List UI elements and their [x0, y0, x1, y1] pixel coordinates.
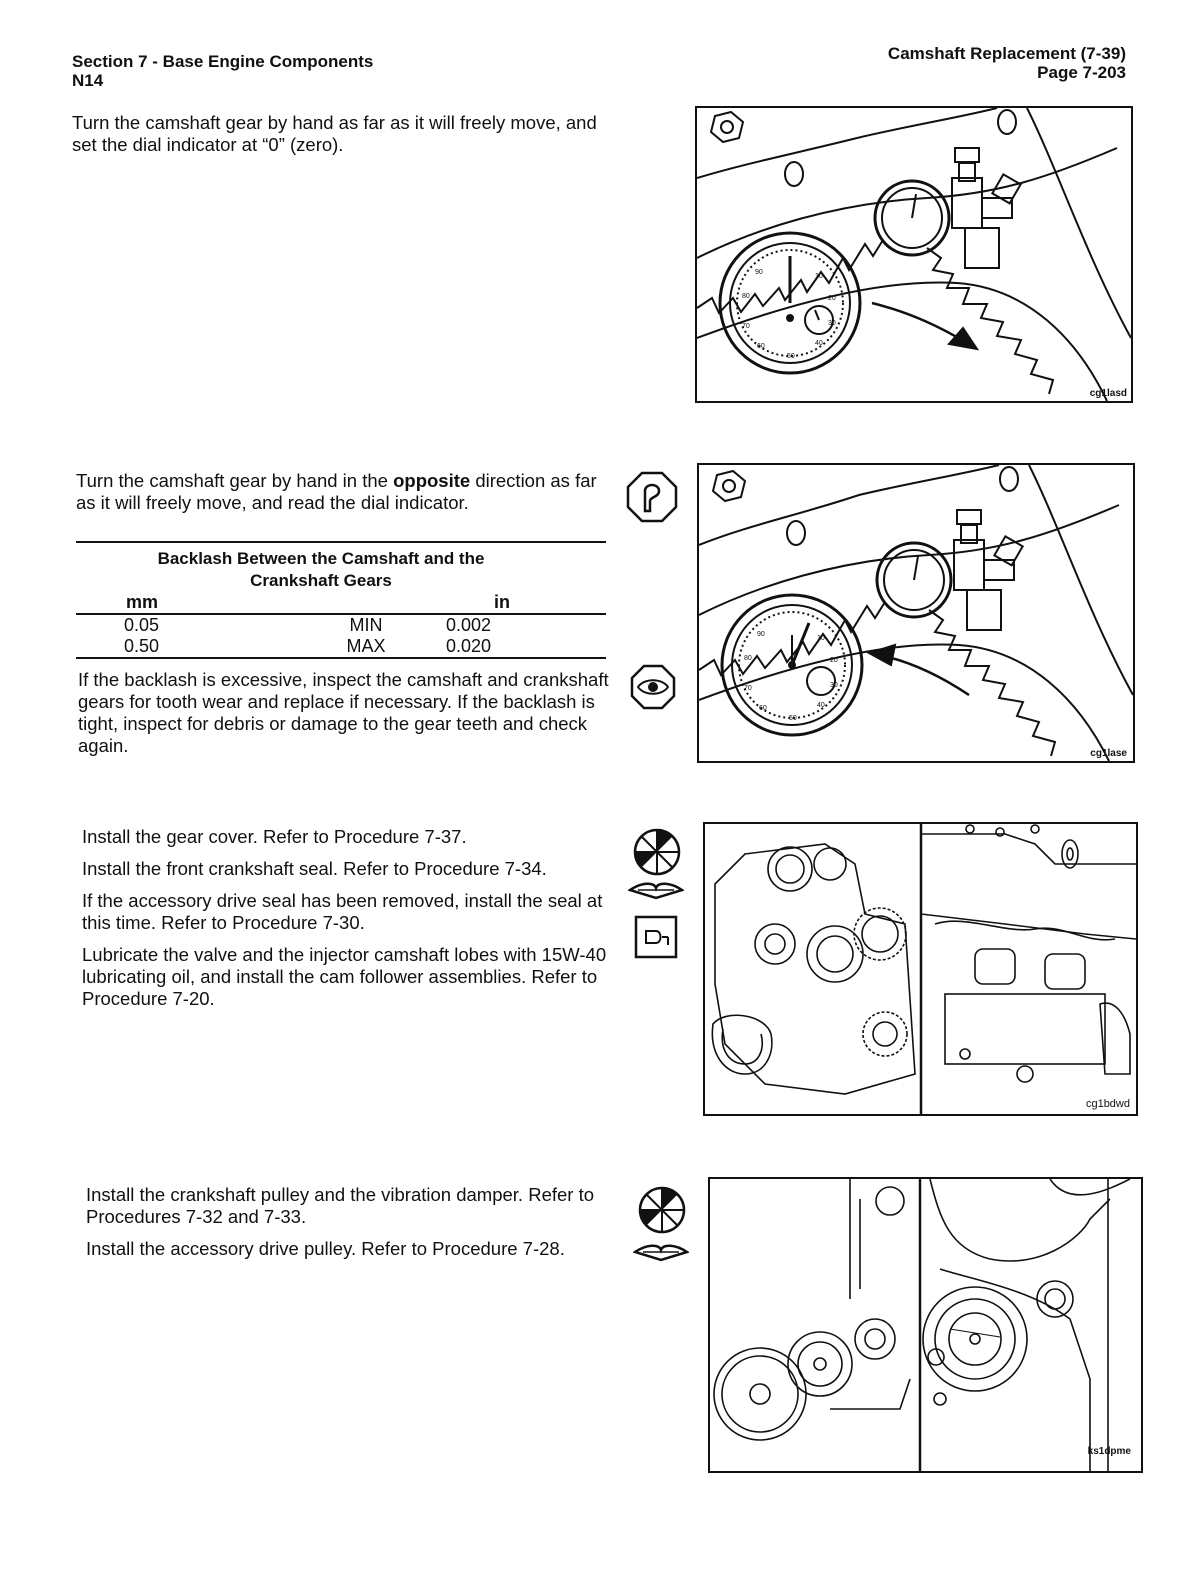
dial-scale-label: 90 [755, 269, 763, 276]
book-reference-icon-2 [633, 1242, 689, 1262]
figure-code-4: ks1dpme [1087, 1446, 1131, 1457]
dial-scale-label: 70 [742, 323, 750, 330]
table-row [76, 636, 606, 658]
dial-scale-label: 80 [742, 293, 750, 300]
dial-indicator-illustration-2 [699, 465, 1133, 761]
dial-indicator-illustration-1 [697, 108, 1131, 401]
figure-pulley-install [708, 1177, 1143, 1473]
gear-cover-illustration [705, 824, 1136, 1114]
inspect-eye-icon [630, 664, 676, 710]
dial-scale-label: 50 [787, 353, 795, 360]
step2-emphasis: opposite [393, 470, 471, 491]
step3-para: If the accessory drive seal has been removed, install the seal at this time. Refer to Procedure 7-30. [82, 890, 603, 933]
row-label: MIN [349, 615, 383, 635]
step3-para: Install the front crankshaft seal. Refer to Procedure 7-34. [82, 858, 547, 879]
step2-text-b: direction as far as it will freely move, and read the dial indicator. [76, 470, 597, 513]
pie-reference-icon [632, 827, 682, 877]
dial-scale-label: 30 [828, 320, 836, 327]
row-in: 0.002 [446, 615, 492, 635]
figure-code-2: cg1lase [1090, 748, 1127, 759]
row-label: MAX [346, 636, 386, 656]
figure-code-3: cg1bdwd [1085, 1098, 1130, 1110]
figure-code-1: cg1lasd [1089, 388, 1127, 399]
book-reference-icon [628, 880, 684, 900]
dial-scale-label: 20 [828, 295, 836, 302]
step4-instructions [86, 1184, 616, 1270]
row-in: 0.020 [446, 636, 492, 656]
col-header-mm: mm [126, 592, 159, 612]
dial-scale-label: 10 [817, 635, 825, 642]
dial-scale-label: 40 [815, 340, 823, 347]
backlash-spec-table [76, 541, 606, 659]
pulley-illustration [710, 1179, 1141, 1471]
dial-scale-label: 60 [759, 705, 767, 712]
page-number: Page 7-203 [1037, 63, 1126, 82]
step1-instruction: Turn the camshaft gear by hand as far as it will freely move, and set the dial indicator at “0” (zero). [72, 112, 597, 155]
step2-text-a: Turn the camshaft gear by hand in the [76, 470, 394, 491]
step2-note: If the backlash is excessive, inspect the camshaft and crankshaft gears for tooth wear and replace if necessary. If the backlash is tight, inspect for debris or damage to the gear teeth and check again. [78, 669, 609, 756]
dial-scale-label: 30 [830, 682, 838, 689]
engine-model: N14 [72, 71, 104, 90]
dial-scale-label: 80 [744, 655, 752, 662]
dial-scale-label: 60 [757, 343, 765, 350]
row-mm: 0.05 [124, 615, 160, 635]
step4-para: Install the crankshaft pulley and the vibration damper. Refer to Procedures 7-32 and 7-33. [86, 1184, 595, 1227]
procedure-title: Camshaft Replacement (7-39) [887, 44, 1126, 63]
dial-scale-label: 20 [830, 657, 838, 664]
row-mm: 0.50 [124, 636, 160, 656]
dial-scale-label: 10 [815, 273, 823, 280]
figure-dial-indicator-zero [695, 106, 1133, 403]
pie-reference-icon-2 [637, 1185, 687, 1235]
spec-table [76, 592, 606, 659]
figure-dial-indicator-read [697, 463, 1135, 763]
measure-question-icon [626, 471, 678, 523]
step4-para: Install the accessory drive pulley. Refer to Procedure 7-28. [86, 1238, 565, 1259]
step3-para: Install the gear cover. Refer to Procedure 7-37. [82, 826, 467, 847]
dial-scale-label: 90 [757, 631, 765, 638]
dial-scale-label: 50 [789, 715, 797, 722]
step3-para: Lubricate the valve and the injector camshaft lobes with 15W-40 lubricating oil, and install the cam follower assemblies. Refer to Procedure 7-20. [82, 944, 607, 1009]
section-title: Section 7 - Base Engine Components [72, 52, 374, 71]
step2-instruction [76, 470, 608, 514]
dial-scale-label: 70 [744, 685, 752, 692]
table-row [76, 614, 606, 636]
dial-scale-label: 40 [817, 702, 825, 709]
table-title: Backlash Between the Camshaft and the Crankshaft Gears [157, 549, 485, 590]
oil-can-icon [634, 915, 678, 959]
col-header-in: in [494, 592, 510, 612]
figure-gear-cover-install [703, 822, 1138, 1116]
step3-instructions [82, 826, 612, 1020]
